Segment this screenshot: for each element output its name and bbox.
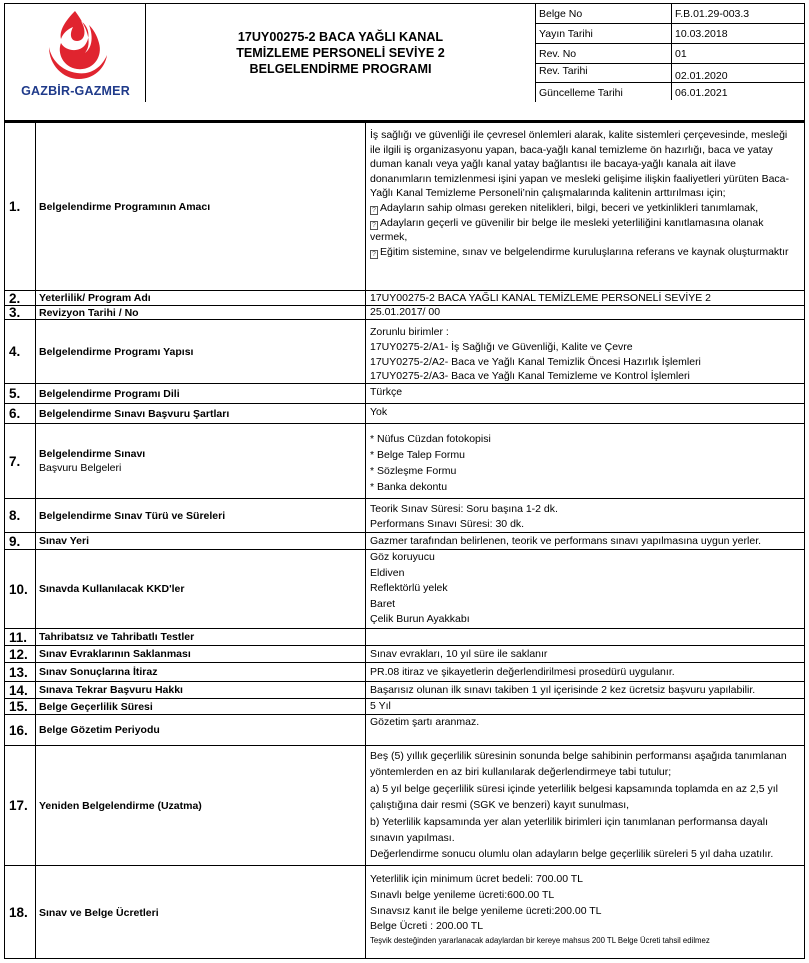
meta-row	[536, 44, 805, 64]
row-number: 13.	[5, 663, 36, 681]
logo-text: GAZBİR-GAZMER	[21, 84, 130, 98]
bullet-icon: ?	[370, 206, 378, 215]
bullet-line	[370, 201, 801, 216]
text-line: Reflektörlü yelek	[370, 582, 448, 594]
meta-value-rev-no: 01	[675, 48, 687, 60]
text-line: * Banka dekontu	[370, 481, 448, 493]
text-line: a) 5 yıl belge geçerlilik süresi içinde yeterlilik belgesi kapsamında toplamda en az 2,5 yıl	[370, 782, 778, 795]
meta-row	[536, 64, 805, 83]
row-label: Sınav Evraklarının Saklanması	[36, 646, 366, 662]
row-label: Belgelendirme Programının Amacı	[36, 123, 366, 290]
row-value	[366, 682, 804, 698]
text-line: Türkçe	[370, 386, 403, 398]
text-line: Çelik Burun Ayakkabı	[370, 613, 470, 625]
meta-row	[536, 83, 805, 100]
row-label: Belge Gözetim Periyodu	[36, 715, 366, 745]
text-line: Sınavlı belge yenileme ücreti:600.00 TL	[370, 888, 555, 901]
row-number: 5.	[5, 384, 36, 403]
text-line: 17UY0275-2/A1- İş Sağlığı ve Güvenliği, Kalite ve Çevre	[370, 340, 633, 353]
table-row	[5, 320, 804, 384]
row-number: 12.	[5, 646, 36, 662]
row-value	[366, 715, 804, 745]
row-label: Yeniden Belgelendirme (Uzatma)	[36, 746, 366, 865]
text-line: Eğitim sistemine, sınav ve belgelendirme kuruluşlarına referans ve kaynak oluşturmaktır	[380, 245, 789, 258]
text-line: donanımların temizlenmesi işini yapan ve mesleki gelişime ilişkin faaliyetleri yürüten Baca-	[370, 172, 790, 185]
meta-value-yayin-tarihi: 10.03.2018	[675, 28, 728, 40]
document-header	[4, 3, 805, 121]
row-value	[366, 699, 804, 714]
row-number: 8.	[5, 499, 36, 532]
document-meta-table	[536, 4, 805, 100]
logo-cell	[5, 4, 146, 102]
table-row	[5, 663, 804, 682]
bullet-icon: ?	[370, 250, 378, 259]
table-row	[5, 682, 804, 699]
row-number: 16.	[5, 715, 36, 745]
meta-row	[536, 24, 805, 44]
gazbir-flame-logo	[35, 7, 115, 83]
text-line: İş sağlığı ve güvenliği ile çevresel önlemleri alarak, kalite sistemleri çerçevesinde, mesleği	[370, 129, 788, 141]
row-number: 4.	[5, 320, 36, 383]
meta-label-belge-no: Belge No	[536, 4, 672, 23]
text-line: PR.08 itiraz ve şikayetlerin değerlendirilmesi prosedürü uygulanır.	[370, 666, 675, 678]
text-line: 5 Yıl	[370, 700, 391, 712]
meta-label-guncelleme-tarihi: Güncelleme Tarihi	[536, 83, 672, 100]
text-line: Yeterlilik için minimum ücret bedeli: 700.00 TL	[370, 873, 584, 885]
table-row	[5, 424, 804, 499]
text-line: Eldiven	[370, 566, 405, 579]
table-row	[5, 699, 804, 715]
row-value	[366, 291, 804, 305]
row-label: Tahribatsız ve Tahribatlı Testler	[36, 629, 366, 645]
fee-note: Teşvik desteğinden yararlanacak adaylardan bir kereye mahsus 200 TL Belge Ücreti tahsil edilmez	[370, 936, 710, 946]
row-value	[366, 746, 804, 865]
table-row	[5, 550, 804, 629]
text-line: 17UY0275-2/A3- Baca ve Yağlı Kanal Temizleme ve Kontrol İşlemleri	[370, 370, 690, 383]
table-row	[5, 404, 804, 424]
program-table	[4, 121, 805, 959]
row-value	[366, 123, 804, 290]
row-label: Revizyon Tarihi / No	[36, 306, 366, 319]
meta-value-guncelleme-tarihi: 06.01.2021	[675, 87, 728, 99]
row-label: Belgelendirme Sınavı Başvuru Şartları	[36, 404, 366, 423]
text-line: Teorik Sınav Süresi: Soru başına 1-2 dk.	[370, 503, 558, 515]
document-title	[146, 4, 536, 102]
row-label: Belgelendirme Sınav Türü ve Süreleri	[36, 499, 366, 532]
row-label: Yeterlilik/ Program Adı	[36, 291, 366, 305]
text-line: Başarısız olunan ilk sınavı takiben 1 yıl içerisinde 2 kez ücretsiz başvuru yapılabilir.	[370, 684, 756, 696]
title-line-3: BELGELENDİRME PROGRAMI	[249, 62, 432, 76]
row-number: 14.	[5, 682, 36, 698]
text-line: Yağlı Kanal Temizleme Personeli’nin çalışmalarında kalitenin arttırılması için;	[370, 187, 726, 200]
row-label: Belge Geçerlilik Süresi	[36, 699, 366, 714]
meta-label-rev-tarihi: Rev. Tarihi	[536, 64, 672, 82]
row-number: 9.	[5, 533, 36, 549]
row-value	[366, 384, 804, 403]
text-line: Gazmer tarafından belirlenen, teorik ve performans sınavı yapılmasına uygun yerler.	[370, 535, 762, 547]
row-label: Sınav Yeri	[36, 533, 366, 549]
text-line: Adayların sahip olması gereken nitelikleri, bilgi, beceri ve yetkinlikleri tanımlamak,	[380, 201, 759, 214]
table-row	[5, 629, 804, 646]
row-label-line: Belgelendirme Sınavı	[39, 448, 146, 460]
row-value	[366, 499, 804, 532]
text-line: Yok	[370, 406, 388, 418]
row-label: Sınavda Kullanılacak KKD'ler	[36, 550, 366, 628]
row-value	[366, 404, 804, 423]
text-line: Sınavsız kanıt ile belge yenileme ücreti:200.00 TL	[370, 904, 602, 917]
text-line: 17UY0275-2/A2- Baca ve Yağlı Kanal Temizlik Öncesi Hazırlık İşlemleri	[370, 355, 701, 368]
text-line: Sınav evrakları, 10 yıl süre ile saklanır	[370, 648, 548, 660]
row-value	[366, 646, 804, 662]
title-line-2: TEMİZLEME PERSONELİ SEVİYE 2	[236, 46, 445, 60]
table-row	[5, 715, 804, 746]
text-line: Belge Ücreti : 200.00 TL	[370, 920, 484, 933]
text-line: b) Yeterlilik kapsamında yer alan yeterlilik birimleri için tanımlanan performansa dayalı	[370, 815, 769, 828]
row-label: Belgelendirme Programı Dili	[36, 384, 366, 403]
table-row	[5, 866, 804, 959]
text-line: Gözetim şartı aranmaz.	[370, 716, 480, 728]
meta-label-yayin-tarihi: Yayın Tarihi	[536, 24, 672, 43]
row-value	[366, 533, 804, 549]
text-line: * Nüfus Cüzdan fotokopisi	[370, 433, 491, 445]
row-label-line: Başvuru Belgeleri	[39, 462, 122, 474]
text-line: çalıştığına dair resmi (SGK ve benzeri) kayıt sunulması,	[370, 799, 630, 812]
row-number: 10.	[5, 550, 36, 628]
row-value	[366, 663, 804, 681]
text-line: ile ilgili iş organizasyonu yapan, baca-yağlı kanal temizleme ön hazırlığı, baca ve yatay	[370, 143, 773, 156]
row-number: 7.	[5, 424, 36, 498]
row-value	[366, 306, 804, 319]
row-value	[366, 629, 804, 645]
bullet-icon: ?	[370, 221, 378, 230]
text-line: vermek,	[370, 231, 408, 244]
text-line: duman kanalı veya yağlı kanal yatay bağlantısı ile bacaya-yağlı kanala ait ilave	[370, 158, 736, 171]
text-line: 25.01.2017/ 00	[370, 306, 441, 318]
row-label: Belgelendirme Programı Yapısı	[36, 320, 366, 383]
table-row	[5, 533, 804, 550]
table-row	[5, 646, 804, 663]
row-value	[366, 320, 804, 383]
row-value	[366, 866, 804, 959]
row-number: 18.	[5, 866, 36, 959]
table-row	[5, 384, 804, 404]
text-line: Zorunlu birimler :	[370, 326, 449, 338]
text-line: yöntemlerden en az biri kullanılarak değerlendirmeye tabi tutulur;	[370, 766, 672, 779]
row-number: 1.	[5, 123, 36, 290]
text-line: * Belge Talep Formu	[370, 449, 465, 461]
meta-label-rev-no: Rev. No	[536, 44, 672, 63]
text-line: Baret	[370, 597, 396, 610]
table-row	[5, 291, 804, 306]
text-line: Performans Sınavı Süresi: 30 dk.	[370, 518, 525, 530]
title-line-1: 17UY00275-2 BACA YAĞLI KANAL	[237, 30, 444, 44]
text-line: * Sözleşme Formu	[370, 465, 457, 477]
row-number: 3.	[5, 306, 36, 319]
text-line: Göz koruyucu	[370, 551, 435, 563]
row-label: Sınav Sonuçlarına İtiraz	[36, 663, 366, 681]
row-label: Sınav ve Belge Ücretleri	[36, 866, 366, 959]
table-row	[5, 499, 804, 533]
meta-row	[536, 4, 805, 24]
text-line: 17UY00275-2 BACA YAĞLI KANAL TEMİZLEME PERSONELİ SEVİYE 2	[370, 292, 712, 304]
row-value	[366, 550, 804, 628]
table-row	[5, 746, 804, 866]
row-number: 11.	[5, 629, 36, 645]
row-number: 17.	[5, 746, 36, 865]
bullet-line	[370, 216, 801, 231]
text-line: Değerlendirme sonucu olumlu olan adayların belge geçerlilik süreleri 5 yıl daha uzatılır.	[370, 848, 774, 861]
row-value	[366, 424, 804, 498]
meta-value-rev-tarihi: 02.01.2020	[675, 70, 728, 82]
text-line: Adayların geçerli ve güvenilir bir belge ile mesleki yeterliliğini kanıtlamasına olanak	[380, 216, 764, 229]
table-row	[5, 123, 804, 291]
text-line: sınavın yapılması.	[370, 832, 455, 845]
bullet-line	[370, 245, 801, 260]
row-label: Sınava Tekrar Başvuru Hakkı	[36, 682, 366, 698]
text-line: Beş (5) yıllık geçerlilik süresinin sonunda belge sahibinin performansı aşağıda tanımlanan	[370, 750, 787, 762]
row-number: 15.	[5, 699, 36, 714]
table-row	[5, 306, 804, 320]
row-label	[36, 424, 366, 498]
row-number: 6.	[5, 404, 36, 423]
row-number: 2.	[5, 291, 36, 305]
meta-value-belge-no: F.B.01.29-003.3	[675, 8, 750, 20]
